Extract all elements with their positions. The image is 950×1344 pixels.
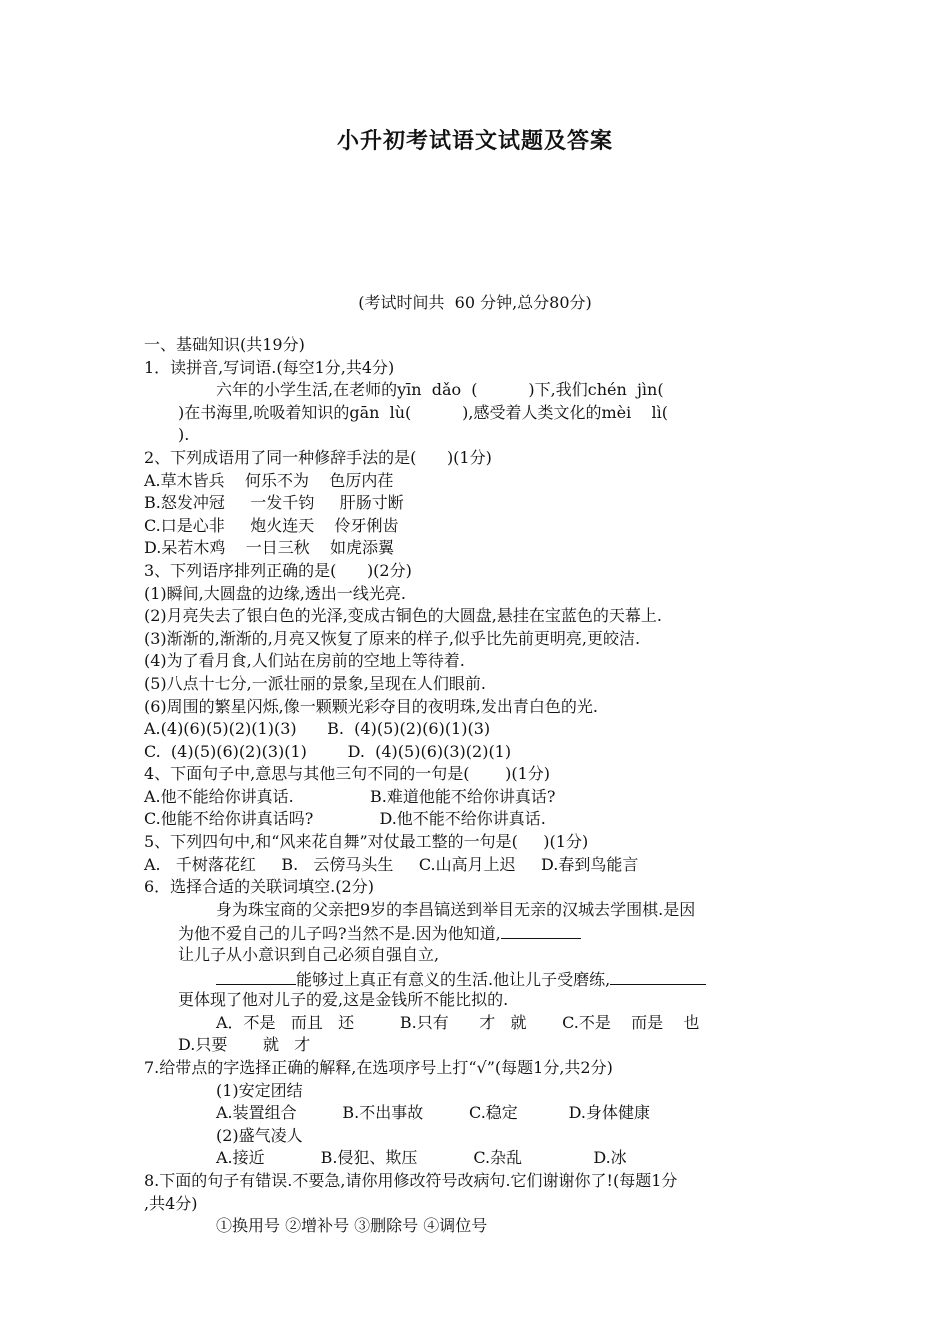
sentence: (5)八点十七分,一派壮丽的景象,呈现在人们眼前. <box>144 673 486 693</box>
question-6: 6．选择合适的关联词填空.(2分) <box>144 877 374 897</box>
exam-info: (考试时间共 60 分钟,总分80分) <box>358 293 592 312</box>
question-5: 5、下列四句中,和“风来花自舞”对仗最工整的一句是( )(1分) <box>144 832 589 852</box>
sentence: (1)瞬间,大圆盘的边缘,透出一线光亮. <box>144 583 406 603</box>
exam-body <box>144 334 824 1238</box>
question-1-text: ). <box>178 425 190 445</box>
passage-text: 能够过上真正有意义的生活.他让儿子受磨练, <box>296 969 611 989</box>
answer-blank[interactable] <box>216 967 296 985</box>
sub-question: (1)安定团结 <box>216 1080 303 1100</box>
passage <box>144 967 824 990</box>
question-2: 2、下列成语用了同一种修辞手法的是( )(1分) <box>144 447 492 467</box>
option: C.口是心非 炮火连天 伶牙俐齿 <box>144 515 399 535</box>
option: A.他不能给你讲真话. B.难道他能不给你讲真话? <box>144 786 556 806</box>
section-heading: 一、基础知识(共19分) <box>144 335 305 354</box>
option: A.装置组合 B.不出事故 C.稳定 D.身体健康 <box>216 1103 650 1123</box>
sentence: (4)为了看月食,人们站在房前的空地上等待着. <box>144 651 465 671</box>
answer-blank[interactable] <box>610 967 706 985</box>
question-1-text: )在书海里,吮吸着知识的gān lù( ),感受着人类文化的mèi lì( <box>178 402 669 422</box>
sub-question: (2)盛气凌人 <box>216 1125 303 1145</box>
option: A．不是 而且 还 B.只有 才 就 C.不是 而是 也 <box>216 1012 700 1032</box>
question-1: 1．读拼音,写词语.(每空1分,共4分) <box>144 357 395 377</box>
question-3: 3、下列语序排列正确的是( )(2分) <box>144 560 412 580</box>
option: A.草木皆兵 何乐不为 色厉内荏 <box>144 470 394 490</box>
option: D.只要 就 才 <box>178 1035 311 1055</box>
option: B.怒发冲冠 一发千钧 肝肠寸断 <box>144 493 404 513</box>
passage-text: 为他不爱自己的儿子吗?当然不是.因为他知道, <box>178 924 501 944</box>
passage: 更体现了他对儿子的爱,这是金钱所不能比拟的. <box>178 990 509 1010</box>
option: C. (4)(5)(6)(2)(3)(1) D. (4)(5)(6)(3)(2)(1) <box>144 741 512 761</box>
question-7: 7.给带点的字选择正确的解释,在选项序号上打“√”(每题1分,共2分) <box>144 1058 613 1077</box>
passage: 让儿子从小意识到自己必须自强自立, <box>178 945 440 965</box>
passage: 身为珠宝商的父亲把9岁的李昌镐送到举目无亲的汉城去学围棋.是因 <box>216 899 696 919</box>
answer-blank[interactable] <box>501 921 581 939</box>
sentence: (3)渐渐的,渐渐的,月亮又恢复了原来的样子,似乎比先前更明亮,更皎洁. <box>144 628 641 648</box>
question-4: 4、下面句子中,意思与其他三句不同的一句是( )(1分) <box>144 764 551 784</box>
option: A.(4)(6)(5)(2)(1)(3) B. (4)(5)(2)(6)(1)(3) <box>144 719 491 739</box>
option: D.呆若木鸡 一日三秋 如虎添翼 <box>144 538 395 558</box>
question-8-text: ,共4分) <box>144 1193 198 1213</box>
question-1-text: 六年的小学生活,在老师的yīn dǎo ( )下,我们chén jìn( <box>216 380 664 400</box>
symbol-list: ①换用号 ②增补号 ③删除号 ④调位号 <box>216 1216 488 1236</box>
option: A. 千树落花红 B. 云傍马头生 C.山高月上迟 D.春到鸟能言 <box>144 854 639 874</box>
sentence: (2)月亮失去了银白色的光泽,变成古铜色的大圆盘,悬挂在宝蓝色的天幕上. <box>144 606 662 626</box>
page-title: 小升初考试语文试题及答案 <box>336 129 613 154</box>
option: C.他能不给你讲真话吗? D.他不能不给你讲真话. <box>144 809 546 829</box>
question-8: 8.下面的句子有错误.不要急,请你用修改符号改病句.它们谢谢你了!(每题1分 <box>144 1170 678 1190</box>
sentence: (6)周围的繁星闪烁,像一颗颗光彩夺目的夜明珠,发出青白色的光. <box>144 696 598 716</box>
option: A.接近 B.侵犯、欺压 C.杂乱 D.冰 <box>216 1148 627 1168</box>
passage <box>144 921 824 944</box>
